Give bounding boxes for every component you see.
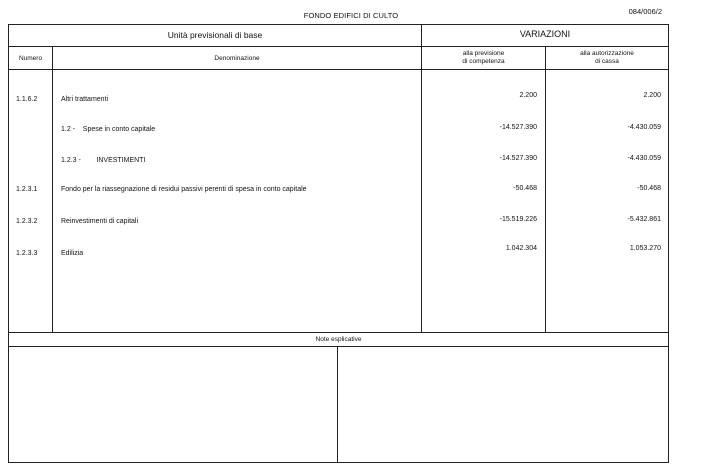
col-header-cassa-line2: di cassa <box>595 58 619 65</box>
row-denominazione: Altri trattamenti <box>61 96 109 103</box>
document-code: 084/006/2 <box>628 7 662 16</box>
col-header-competenza-line1: alla previsione <box>462 50 505 57</box>
row-cassa: 1.053.270 <box>629 245 661 252</box>
row-denominazione: 1.2 - Spese in conto capitale <box>61 126 156 133</box>
col-header-competenza-line2: di competenza <box>462 58 505 65</box>
row-denominazione: Fondo per la riassegnazione di residui passivi perenti di spesa in conto capitale <box>61 186 307 193</box>
row-numero: 1.2.3.1 <box>16 186 38 193</box>
variazioni-header: VARIAZIONI <box>519 29 571 39</box>
col-header-numero: Numero <box>18 55 43 62</box>
col-header-cassa-line1: alla autorizzazione <box>580 50 634 57</box>
row-denominazione: 1.2.3 - INVESTIMENTI <box>61 157 146 164</box>
row-numero: 1.2.3.3 <box>16 250 38 257</box>
row-competenza: 1.042.304 <box>505 245 537 252</box>
row-cassa: -5.432.861 <box>627 216 661 223</box>
notes-left-box <box>9 347 337 462</box>
row-competenza: -14.527.390 <box>499 124 537 131</box>
row-numero: 1.2.3.2 <box>16 218 38 225</box>
row-numero: 1.1.6.2 <box>16 96 38 103</box>
upb-header: Unità previsionali di base <box>167 30 263 40</box>
row-competenza: -15.519.226 <box>499 216 537 223</box>
row-denominazione: Edilizia <box>61 250 84 257</box>
col-header-denominazione: Denominazione <box>214 55 260 62</box>
row-competenza: -50.468 <box>513 185 537 192</box>
row-cassa: -4.430.059 <box>627 124 661 131</box>
row-competenza: 2.200 <box>519 92 537 99</box>
document-title: FONDO EDIFICI DI CULTO <box>303 11 399 20</box>
row-denominazione: Reinvestimenti di capitali <box>61 218 139 225</box>
row-cassa: 2.200 <box>643 92 661 99</box>
notes-header: Note esplicative <box>315 336 362 343</box>
row-competenza: -14.527.390 <box>499 155 537 162</box>
row-cassa: -50.468 <box>637 185 661 192</box>
notes-right-box <box>338 347 668 462</box>
row-cassa: -4.430.059 <box>627 155 661 162</box>
